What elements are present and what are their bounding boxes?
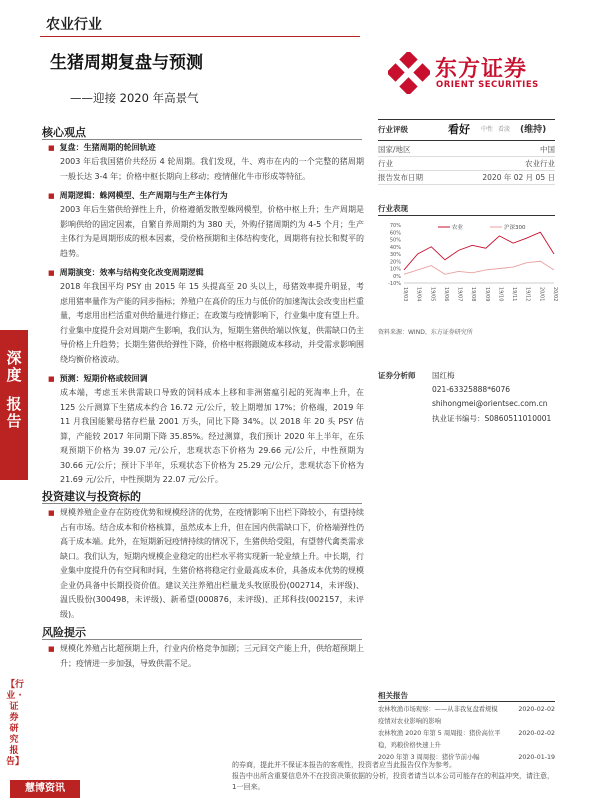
report-type-label-1: 深度 <box>6 349 22 384</box>
x-tick-label: 19/03 <box>402 287 408 302</box>
x-tick-label: 19/10 <box>497 287 504 302</box>
x-tick-label: 19/12 <box>524 287 531 302</box>
logo-text-en: ORIENT SECURITIES <box>436 80 539 90</box>
chart-title: 行业表现 <box>378 204 408 213</box>
footer-brand: 慧博资讯 <box>10 780 80 798</box>
related-item[interactable]: 疫情对农业影响的影响 <box>378 718 441 725</box>
point-body: 2003 年后我国猪价共经历 4 轮周期。我们发现，牛、鸡市在内的一个完整的猪周期一般长达 3-4 年；价格中枢长期向上移动；疫情催化牛市形成等特征。 <box>60 157 364 181</box>
x-tick-label: 19/06 <box>442 287 449 302</box>
point-body: 2018 年我国平均 PSY 由 2015 年 15 头提高至 20 头以上，母猪效率提升明显，考虑用猪率量作为产能的同步指标；养殖户在高价的压力与低价的加速淘汰会改变出栏重量，考虑用出栏活重对供给量进行修正；在政策与疫情影响下，行业集中度有望上升。行业集中度提升会对周期产生影响，我们认为，短期生猪供给端以恢复，供需缺口仍主导价格上升趋势；长期生猪供给弹性下降，价格中枢将跟随成本移动，并受需求影响围绕均衡价格波动。 <box>60 282 364 364</box>
report-title: 生猪周期复盘与预测 <box>50 53 203 73</box>
related-heading: 相关报告 <box>378 691 408 700</box>
analyst-name: 国红梅 <box>432 371 455 380</box>
rating-row: 国家/地区 中国 <box>378 143 555 157</box>
x-tick-label: 19/05 <box>429 287 436 302</box>
rating-bottomline <box>378 140 555 141</box>
risk-body: ■ 规模化养殖占比超预期上升，行业内价格竞争加剧；三元回交产能上升，供给超预期上升；疫情进一步加强，导致供需不足。 <box>48 644 364 668</box>
rating-box <box>378 124 555 140</box>
legend-label: 沪深300 <box>504 225 526 231</box>
bullet-icon: ■ <box>48 509 55 517</box>
y-tick-label: 30% <box>389 252 401 258</box>
related-item[interactable]: 2020 年第 3 周周报：猪价节前小幅 2020-01-19 <box>378 754 555 761</box>
industry-label: 农业行业 <box>46 17 102 33</box>
rating-label: 行业评级 <box>378 125 408 134</box>
point-body: 2003 年后生猪供给弹性上升，价格遵循发散型蛛网模型，价格中枢上升；生产周期是影响供给的固定因素，自繁自养周期约为 380 天，外购仔猪周期约为 4-5 个月；生产主体行为是周期形成的根本因素，受价格预期和主体结构变化，周期将有拉长和熨平的趋势。 <box>60 205 364 258</box>
rating-hold: (维持) <box>520 125 547 135</box>
analyst-label: 证券分析师 <box>378 371 416 380</box>
risk-content <box>48 642 364 671</box>
x-tick-label: 19/08 <box>470 287 477 302</box>
report-type-label-2: 报告 <box>6 395 22 430</box>
x-tick-label: 19/04 <box>415 287 422 302</box>
x-tick-label: 19/07 <box>456 287 463 302</box>
point-title: ■ 周期演变：效率与结构变化改变周期逻辑 <box>48 267 364 278</box>
analyst-phone: 021-63325888*6076 <box>432 385 511 394</box>
y-tick-label: 50% <box>389 237 401 244</box>
rating-mid: 中性 <box>481 126 494 133</box>
bullet-icon: ■ <box>48 645 55 653</box>
core-divider <box>42 139 362 140</box>
series-line <box>404 232 554 270</box>
logo-mark-icon <box>388 52 430 94</box>
related-item[interactable]: 稳，鸡粮价格快速上升 <box>378 742 441 749</box>
core-content <box>48 142 364 488</box>
footer-disclaimer: 的券商，提此并不保证本报告的客观性，投资者应当此报告仅作为参考。 报告中出所含重要信息外不在投资决策依据的分析，投资者请当以本公司可能存在的利益冲突，请注意， 1一回来。 <box>232 761 554 791</box>
rating-row: 行业 农业行业 <box>378 157 555 171</box>
risk-divider <box>42 639 362 640</box>
report-subtitle: ——迎接 2020 年高景气 <box>70 91 199 105</box>
related-list <box>378 704 555 764</box>
y-tick-label: 70% <box>389 223 401 229</box>
series-line <box>404 261 554 274</box>
chart-source: 资料来源：WIND、东方证券研究所 <box>378 329 473 336</box>
related-item[interactable]: 农林牧渔市场观察：——从非我复盘看规模 2020-02-02 <box>378 706 555 713</box>
risk-heading: 风险提示 <box>42 626 86 639</box>
invest-content <box>48 506 364 622</box>
legend-label: 农业 <box>452 225 464 231</box>
core-heading: 核心观点 <box>42 126 86 139</box>
rating-topline <box>378 119 555 120</box>
rating-neg: 看淡 <box>498 126 511 133</box>
y-tick-label: 60% <box>389 230 401 237</box>
point-title: ■ 周期逻辑：蛛网模型、生产周期与生产主体行为 <box>48 190 364 201</box>
invest-body: ■ 规模养殖企业存在防疫优势和规模经济的优势，在疫情影响下出栏下降较小，有望持续占有市场。结合成本和价格核算，虽然成本上升，但在国内供需缺口下，价格端弹性仍高于成本端。此外，在短期新冠疫情持续的情况下，生猪供给受阻，有望替代禽类需求缺口。我们认为，短期内规模企业稳定的出栏水平将实现新一轮业绩上升。中长期，行业集中度提升仍有空间和时间，生猪价格将稳定行业最高成本价，具备成本优势的规模企业仍具备中长期投资价值。建议关注养殖出栏量龙头牧原股份(002714，未评级)、温氏股份(300498，未评级)、新希望(000876，未评级)、正邦科技(002157，未评级)。 <box>48 508 364 619</box>
point-body: 成本端，考虑玉米供需缺口导致的饲料成本上移和非洲猪瘟引起的死淘率上升，在 125 公斤测算下生猪成本约合 16.72 元/公斤，较上期增加 17%；价格端，2019 年 11 月我国能繁母猪存栏量 2001 万头，同比下降 34%。以 2018 年 20 头 PSY 估算，产能较 2017 年同期下降 35.85%。经过测算，我们预计 2020 年上半年，在乐观预期下价格为 39.07 元/公斤，悲观状态下价格为 29.66 元/公斤，中性预期为 30.66 元/公斤；预计下半年，乐观状态下价格为 25.29 元/公斤，悲观状态下价格为 21.69 元/公斤，中性预期为 22.07 元/公斤。 <box>60 388 364 484</box>
y-tick-label: 40% <box>389 244 401 251</box>
related-divider <box>378 701 555 702</box>
x-tick-label: 20/01 <box>538 287 545 302</box>
y-tick-label: 10% <box>389 266 401 273</box>
header-divider <box>40 36 360 37</box>
point-title: ■ 复盘：生猪周期的轮回轨迹 <box>48 142 364 153</box>
x-tick-label: 19/11 <box>511 287 518 302</box>
y-tick-label: -10% <box>388 281 401 287</box>
rating-value: 看好 <box>448 123 470 136</box>
x-tick-label: 19/09 <box>483 287 490 302</box>
analyst-license: 执业证书编号：S0860511010001 <box>432 414 552 423</box>
analyst-email: shihongmei@orientsec.com.cn <box>432 399 548 408</box>
x-tick-label: 20/02 <box>552 287 558 302</box>
invest-divider <box>42 503 362 504</box>
rating-row: 报告发布日期 2020 年 02 月 05 日 <box>378 171 555 185</box>
y-tick-label: 20% <box>389 259 401 266</box>
chart-topline <box>378 215 555 216</box>
company-logo <box>388 52 568 92</box>
rating-table <box>378 143 555 185</box>
related-item[interactable]: 农林牧渔 2020 年第 5 周周报：猪价高位平 2020-02-02 <box>378 730 555 737</box>
invest-heading: 投资建议与投资标的 <box>42 490 141 503</box>
logo-text-cn: 东方证券 <box>435 57 528 82</box>
report-type-bar <box>0 330 28 480</box>
performance-chart <box>378 219 558 315</box>
point-title: ■ 预测：短期价格或较回调 <box>48 373 364 384</box>
y-tick-label: 0% <box>393 273 401 280</box>
side-tag: 【行业 · 证券研究报告】 <box>6 680 25 767</box>
